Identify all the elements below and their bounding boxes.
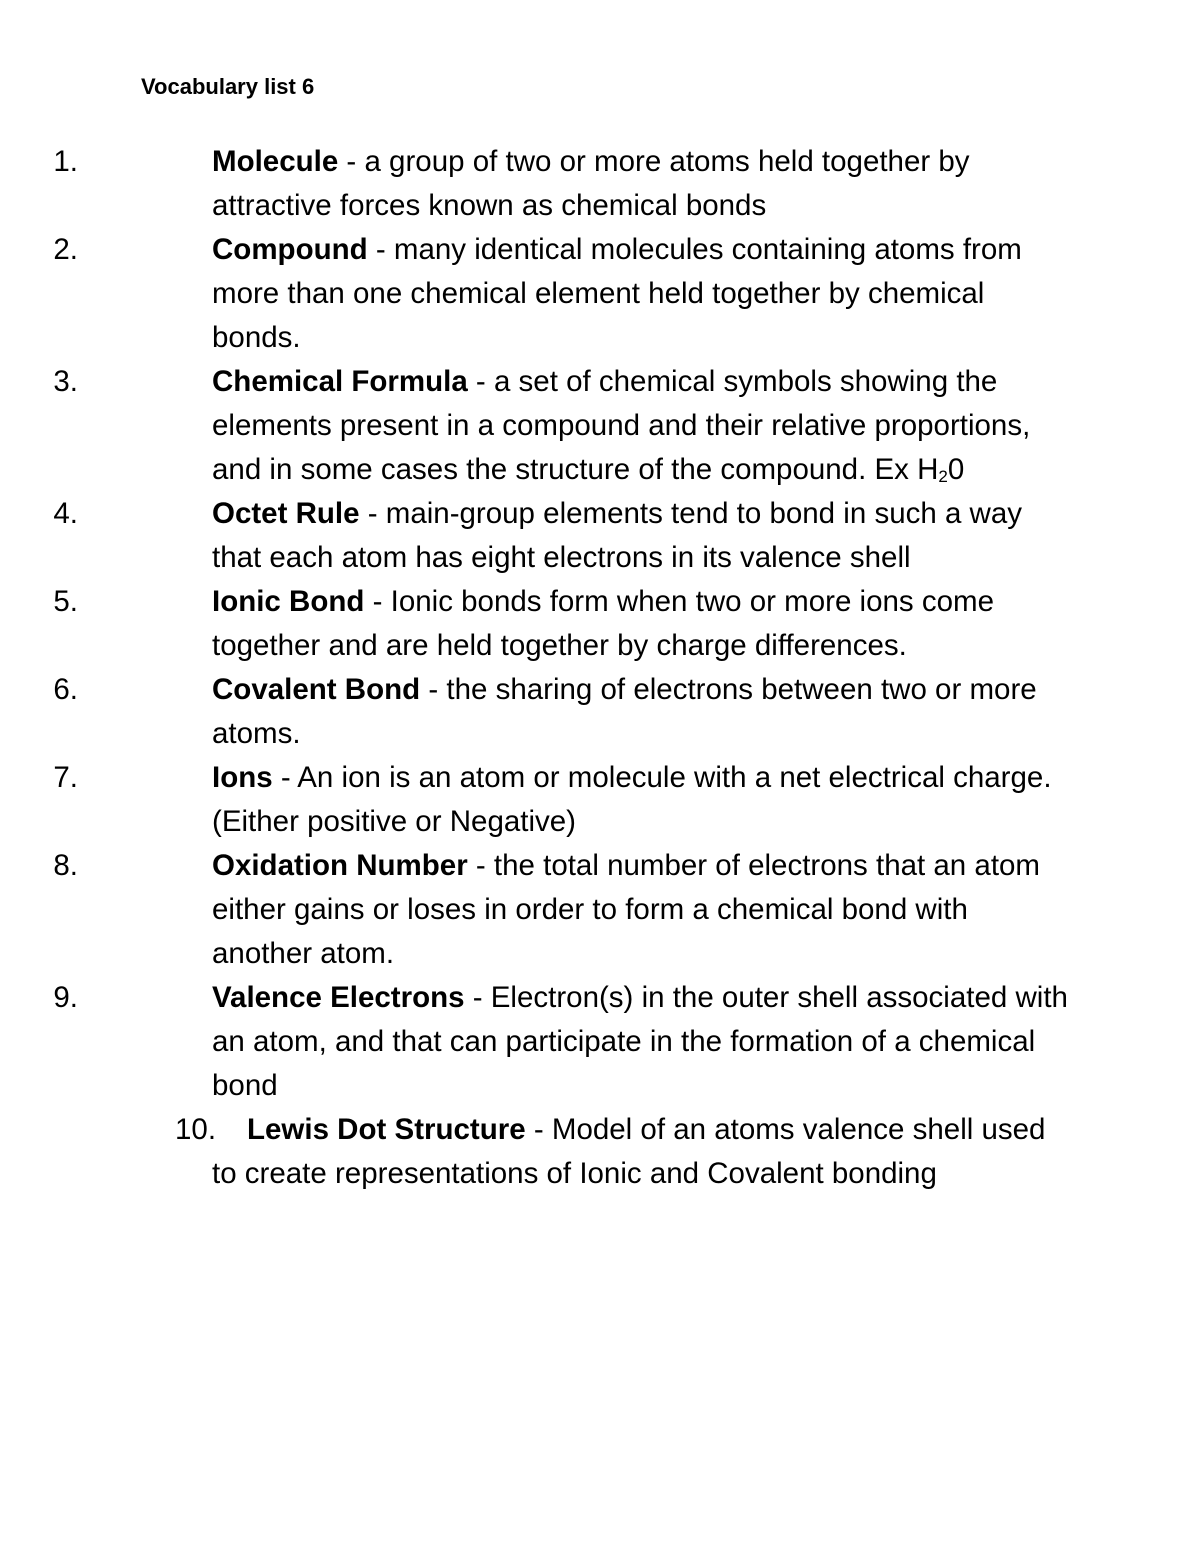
item-number: 3. [53,365,78,398]
list-item-oxidation-number [0,844,1072,976]
item-definition: the total number of electrons that an atom either gains or loses in order to form a chemical bond with another atom. [212,849,1040,970]
item-number: 5. [53,585,78,618]
list-item-octet-rule [0,492,1072,580]
item-separator: - [467,849,494,882]
item-definition: a set of chemical symbols showing the elements present in a compound and their relative proportions, and in some cases the structure of the compound. Ex H [212,365,1031,486]
item-separator: - [359,497,386,530]
item-term: Molecule [212,145,339,178]
item-number: 9. [53,981,78,1014]
item-number: 6. [53,673,78,706]
item-term: Oxidation Number [212,849,468,882]
item-term: Octet Rule [212,497,360,530]
vocabulary-list [0,140,1200,1196]
item-separator: - [338,145,365,178]
list-item-ions [0,756,1072,844]
item-term: Compound [212,233,368,266]
item-definition: Electron(s) in the outer shell associated with an atom, and that can participate in the formation of a chemical bond [212,981,1068,1102]
item-definition: many identical molecules containing atoms from more than one chemical element held together by chemical bonds. [212,233,1022,354]
item-term: Valence Electrons [212,981,465,1014]
list-item-lewis-dot-structure [0,1108,1072,1196]
document-title: Vocabulary list 6 [141,74,315,99]
item-separator: - [367,233,394,266]
item-separator: - [464,981,491,1014]
list-item-molecule [0,140,1072,228]
item-definition: the sharing of electrons between two or more atoms. [212,673,1037,750]
list-item-ionic-bond [0,580,1072,668]
list-item-chemical-formula [0,360,1072,492]
item-number: 7. [53,761,78,794]
item-definition: An ion is an atom or molecule with a net electrical charge. (Either positive or Negative) [212,761,1052,838]
item-number: 1. [53,145,78,178]
item-term: Ionic Bond [212,585,365,618]
item-separator: - [420,673,447,706]
item-number: 8. [53,849,78,882]
formula-subscript: 2 [938,467,948,486]
item-term: Covalent Bond [212,673,421,706]
item-separator: - [525,1113,552,1146]
item-separator: - [364,585,391,618]
item-number: 2. [53,233,78,266]
item-definition: a group of two or more atoms held together by attractive forces known as chemical bonds [212,145,970,222]
item-number: 4. [53,497,78,530]
item-term: Ions [212,761,273,794]
item-definition: Ionic bonds form when two or more ions come together and are held together by charge differences. [212,585,995,662]
item-separator: - [467,365,494,398]
item-definition: Model of an atoms valence shell used to create representations of Ionic and Covalent bonding [212,1113,1046,1190]
item-number: 10. [175,1113,217,1146]
list-item-valence-electrons [0,976,1072,1108]
list-item-covalent-bond [0,668,1072,756]
item-term: Lewis Dot Structure [247,1113,526,1146]
list-item-compound [0,228,1072,360]
item-term: Chemical Formula [212,365,468,398]
item-separator: - [272,761,298,794]
formula-tail: 0 [947,453,965,486]
item-definition: main-group elements tend to bond in such a way that each atom has eight electrons in its valence shell [212,497,1023,574]
